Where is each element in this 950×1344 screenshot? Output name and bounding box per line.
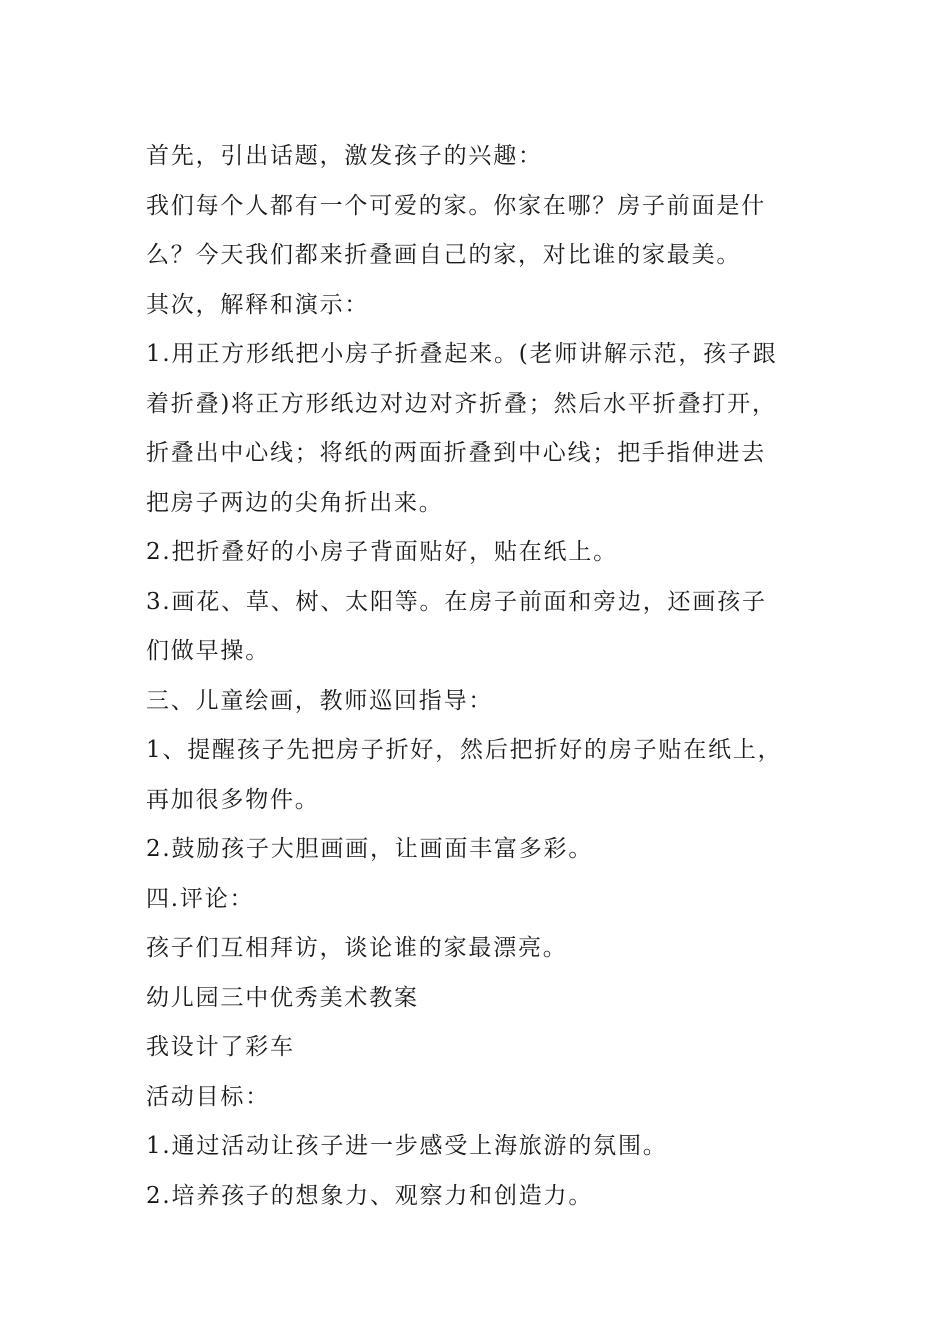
text-line: 1、提醒孩子先把房子折好，然后把折好的房子贴在纸上， xyxy=(146,737,783,763)
text-line: 么？今天我们都来折叠画自己的家，对比谁的家最美。 xyxy=(146,242,742,268)
text-line: 们做早操。 xyxy=(146,638,270,664)
text-line: 我设计了彩车 xyxy=(146,1034,295,1060)
text-line: 孩子们互相拜访，谈论谁的家最漂亮。 xyxy=(146,935,568,961)
text-line: 2.鼓励孩子大胆画画，让画面丰富多彩。 xyxy=(146,836,594,862)
text-line: 其次，解释和演示： xyxy=(146,291,370,318)
text-line: 1.用正方形纸把小房子折叠起来。(老师讲解示范，孩子跟 xyxy=(146,341,778,367)
text-line: 我们每个人都有一个可爱的家。你家在哪？房子前面是什 xyxy=(146,192,766,219)
text-line: 幼儿园三中优秀美术教案 xyxy=(146,984,419,1011)
text-line: 把房子两边的尖角折出来。 xyxy=(146,489,444,516)
text-line: 四.评论： xyxy=(146,885,255,912)
text-line: 2.把折叠好的小房子背面贴好，贴在纸上。 xyxy=(146,539,618,565)
text-line: 3.画花、草、树、太阳等。在房子前面和旁边，还画孩子 xyxy=(146,588,767,615)
text-line: 折叠出中心线；将纸的两面折叠到中心线；把手指伸进去 xyxy=(146,440,766,466)
text-line: 2.培养孩子的想象力、观察力和创造力。 xyxy=(146,1182,594,1209)
text-line: 着折叠)将正方形纸边对边对齐折叠；然后水平折叠打开， xyxy=(146,390,777,417)
text-line: 活动目标： xyxy=(146,1083,270,1110)
text-line: 1.通过活动让孩子进一步感受上海旅游的氛围。 xyxy=(146,1133,668,1159)
text-line: 首先，引出话题，激发孩子的兴趣： xyxy=(146,143,543,169)
text-line: 再加很多物件。 xyxy=(146,786,320,813)
text-line: 三、儿童绘画，教师巡回指导： xyxy=(146,687,494,714)
document-body xyxy=(146,132,810,1221)
